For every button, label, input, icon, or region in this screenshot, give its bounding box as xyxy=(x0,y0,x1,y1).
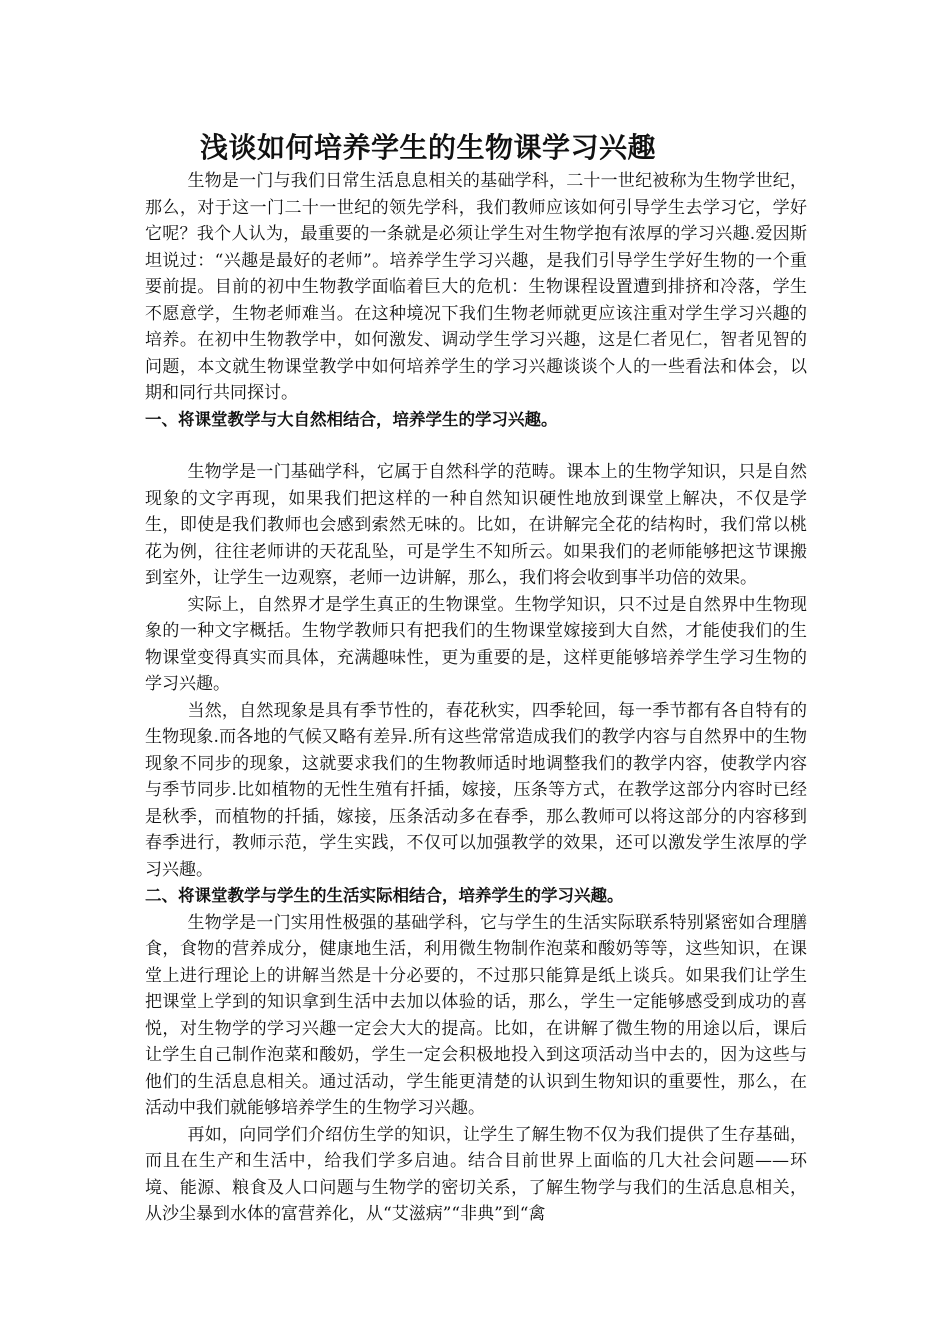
section-1-paragraph-1: 生物学是一门基础学科，它属于自然科学的范畴。课本上的生物学知识，只是自然现象的文字再现，如果我们把这样的一种自然知识硬性地放到课堂上解决，不仅是学生，即使是我们教师也会感到索然无味的。比如，在讲解完全花的结构时，我们常以桃花为例，往往老师讲的天花乱坠，可是学生不知所云。如果我们的老师能够把这节课搬到室外，让学生一边观察，老师一边讲解，那么，我们将会收到事半功倍的效果。 xyxy=(145,462,807,588)
document-title: 浅谈如何培养学生的生物课学习兴趣 xyxy=(200,131,657,164)
section-1-paragraph-3: 当然，自然现象是具有季节性的，春花秋实，四季轮回，每一季节都有各自特有的生物现象.而各地的气候又略有差异.所有这些常常造成我们的教学内容与自然界中的生物现象不同步的现象，这就要求我们的生物教师适时地调整我们的教学内容，使教学内容与季节同步.比如植物的无性生殖有扦插，嫁接，压条等方式，在教学这部分内容时已经是秋季，而植物的扦插，嫁接，压条活动多在春季，那么教师可以将这部分的内容移到春季进行，教师示范，学生实践，不仅可以加强教学的效果，还可以激发学生浓厚的学习兴趣。 xyxy=(145,700,807,880)
section-2-paragraph-2: 再如，向同学们介绍仿生学的知识，让学生了解生物不仅为我们提供了生存基础，而且在生产和生活中，给我们学多启迪。结合目前世界上面临的几大社会问题——环境、能源、粮食及人口问题与生物学的密切关系，了解生物学与我们的生活息息相关，从沙尘暴到水体的富营养化，从“艾滋病”“非典”到“禽 xyxy=(145,1124,807,1224)
intro-paragraph: 生物是一门与我们日常生活息息相关的基础学科，二十一世纪被称为生物学世纪，那么，对于这一门二十一世纪的领先学科，我们教师应该如何引导学生去学习它，学好它呢？我个人认为，最重要的一条就是必须让学生对生物学抱有浓厚的学习兴趣.爱因斯坦说过：“兴趣是最好的老师”。培养学生学习兴趣，是我们引导学生学好生物的一个重要前提。目前的初中生物教学面临着巨大的危机：生物课程设置遭到排挤和冷落，学生不愿意学，生物老师难当。在这种境况下我们生物老师就更应该注重对学生学习兴趣的培养。在初中生物教学中，如何激发、调动学生学习兴趣，这是仁者见仁，智者见智的问题，本文就生物课堂教学中如何培养学生的学习兴趣谈谈个人的一些看法和体会，以期和同行共同探讨。 xyxy=(145,171,807,403)
section-2-heading: 二、将课堂教学与学生的生活实际相结合，培养学生的学习兴趣。 xyxy=(145,886,624,905)
section-1-spacer xyxy=(145,433,807,459)
section-1-paragraph-2: 实际上，自然界才是学生真正的生物课堂。生物学知识，只不过是自然界中生物现象的一种文字概括。生物学教师只有把我们的生物课堂嫁接到大自然，才能使我们的生物课堂变得真实而具体，充满趣味性，更为重要的是，这样更能够培养学生学习生物的学习兴趣。 xyxy=(145,594,807,694)
section-1-heading: 一、将课堂教学与大自然相结合，培养学生的学习兴趣。 xyxy=(145,409,558,429)
document-page xyxy=(145,128,807,1228)
section-2-paragraph-1: 生物学是一门实用性极强的基础学科，它与学生的生活实际联系特别紧密如合理膳食，食物的营养成分，健康地生活，利用微生物制作泡菜和酸奶等等，这些知识，在课堂上进行理论上的讲解当然是十分必要的，不过那只能算是纸上谈兵。如果我们让学生把课堂上学到的知识拿到生活中去加以体验的话，那么，学生一定能够感受到成功的喜悦，对生物学的学习兴趣一定会大大的提高。比如，在讲解了微生物的用途以后，课后让学生自己制作泡菜和酸奶，学生一定会积极地投入到这项活动当中去的，因为这些与他们的生活息息相关。通过活动，学生能更清楚的认识到生物知识的重要性，那么，在活动中我们就能够培养学生的生物学习兴趣。 xyxy=(145,912,807,1118)
